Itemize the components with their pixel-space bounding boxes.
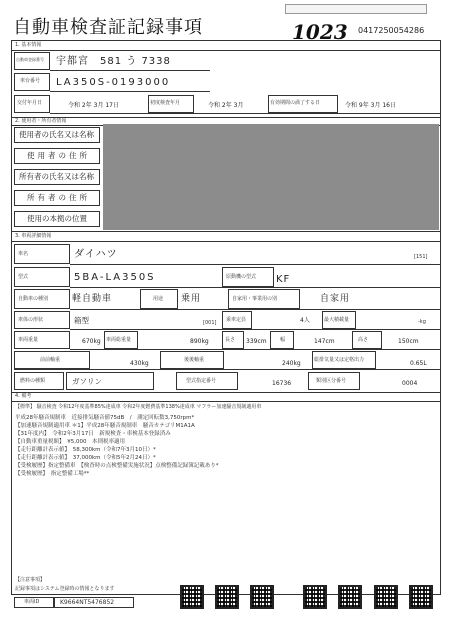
section-owner-heading: 2. 使用者・所有者情報	[15, 118, 67, 124]
front-axle-label: 前前軸重	[40, 357, 61, 363]
handwritten-number: 1023	[292, 20, 348, 44]
expiry-value: 令和 9年 3月 16日	[345, 102, 396, 109]
weight-label: 車両重量	[18, 337, 39, 343]
use-value: 乗用	[181, 294, 202, 304]
section-detail-heading: 3. 車両詳細情報	[15, 233, 52, 239]
user-addr-label: 使用者の住所	[27, 151, 90, 160]
redacted-owner-info	[103, 124, 439, 230]
weight-value: 670kg	[82, 338, 101, 345]
vehicle-id-value: K9664NT5476852	[60, 599, 115, 606]
qr-code	[338, 585, 362, 609]
reg-no-value: 宇都宮 581 う 7338	[56, 56, 171, 67]
type-no-label: 型式指定番号	[186, 378, 217, 384]
qr-code	[409, 585, 433, 609]
class-no-value: 0004	[402, 380, 418, 387]
owner-addr-label: 所有者の住所	[27, 193, 90, 202]
capacity-label: 乗車定員	[226, 317, 247, 323]
note-line: 【走行距離計表示値】 37,000km（令和5年2月24日）*	[15, 455, 156, 461]
length-label: 長さ	[225, 337, 236, 343]
expiry-label: 有効期間の満了する日	[270, 100, 321, 106]
purpose-label: 自家用・事業用の別	[232, 296, 278, 302]
max-load-value: -kg	[418, 319, 426, 325]
section-notes-heading: 4. 備考	[15, 393, 32, 399]
maker-value: ダイハツ	[74, 249, 118, 260]
caution-text: 記録事項はシステム登録時の情報となります	[15, 586, 115, 592]
purpose-value: 自家用	[320, 294, 351, 304]
note-line: 【標準】 騒音検査 令和12年度基準85%達成車 令和2年度燃費基準138%達成車 マフラー加速騒音規制適用車	[15, 404, 262, 410]
chassis-label: 車台番号	[20, 78, 41, 84]
front-axle-value: 430kg	[130, 360, 149, 367]
issue-date-value: 令和 2年 3月 17日	[68, 102, 119, 109]
kind-label: 自動車の種別	[18, 296, 49, 302]
model-label: 型式	[18, 274, 29, 280]
owner-name-label: 所有者の氏名又は名称	[19, 172, 94, 181]
body-value: 箱型	[74, 316, 89, 325]
note-line: 【31年度内】 令和2年3月17日 新規検査・車検基本登録済み	[15, 431, 171, 437]
rear-axle-value: 240kg	[282, 360, 301, 367]
section-basic-heading: 1. 基本情報	[15, 42, 42, 48]
qr-code	[180, 585, 204, 609]
displacement-value: 0.65L	[410, 360, 427, 367]
qr-code	[250, 585, 274, 609]
type-no-value: 16736	[272, 380, 292, 387]
first-reg-value: 令和 2年 3月	[208, 102, 244, 109]
user-name-label: 使用者の氏名又は名称	[19, 130, 94, 139]
width-label: 幅	[280, 337, 286, 343]
note-line: 【自動車重量税額】 ¥5,000 本則税率適用	[15, 439, 125, 445]
qr-code	[303, 585, 327, 609]
top-stamp-strip	[285, 4, 427, 14]
displacement-label: 総排気量又は定格出力	[314, 357, 365, 363]
gross-value: 890kg	[190, 338, 209, 345]
fuel-label: 燃料の種類	[20, 378, 46, 384]
first-reg-label: 初度検査年月	[150, 100, 181, 106]
engine-label: 原動機の型式	[226, 274, 257, 280]
body-code: [001]	[203, 320, 217, 326]
serial-number: 0417250054286	[358, 26, 425, 35]
rear-axle-label: 後後軸重	[184, 357, 205, 363]
note-line: 平成28年騒音規制車 近接排気騒音値75dB / 測定回転数3,750rpm*	[15, 415, 195, 421]
fuel-value: ガソリン	[72, 377, 102, 386]
maker-code: [151]	[414, 254, 428, 260]
gross-label: 車両総重量	[106, 337, 132, 343]
engine-value: KF	[276, 274, 291, 285]
document-title: 自動車検査証記録事項	[13, 17, 203, 38]
note-line: 【加速騒音規制適用車 ＊1】平成28年騒音規制車 騒音カテゴリM1A1A	[15, 423, 195, 429]
max-load-label: 最大積載量	[324, 317, 350, 323]
maker-label: 車名	[18, 251, 29, 257]
capacity-value: 4人	[300, 317, 310, 324]
note-line: 【走行距離計表示値】 58,300km（令和7年3月10日）*	[15, 447, 156, 453]
qr-code	[374, 585, 398, 609]
model-value: 5BA-LA350S	[74, 272, 156, 283]
reg-no-label: 自動車登録番号	[16, 57, 44, 62]
length-value: 339cm	[246, 338, 267, 345]
note-line: 【受検履歴】指定整備車 【検査時の点検整備実施状況】点検整備記録簿記載あり*	[15, 463, 219, 469]
note-line: 【受検履歴】 指定整備工場**	[15, 471, 90, 477]
body-label: 車体の形状	[18, 317, 44, 323]
kind-value: 軽自動車	[72, 294, 113, 304]
use-label: 用途	[153, 296, 164, 302]
issue-date-label: 交付年月日	[17, 100, 43, 106]
height-label: 高さ	[358, 337, 369, 343]
base-label: 使用の本拠の位置	[27, 214, 87, 223]
class-no-label: 類別区分番号	[316, 378, 347, 384]
qr-code	[215, 585, 239, 609]
width-value: 147cm	[314, 338, 335, 345]
chassis-value: LA350S-0193000	[56, 77, 171, 88]
height-value: 150cm	[398, 338, 419, 345]
caution-label: 【注意事項】	[15, 577, 46, 583]
vehicle-id-label: 車両ID	[24, 599, 40, 605]
